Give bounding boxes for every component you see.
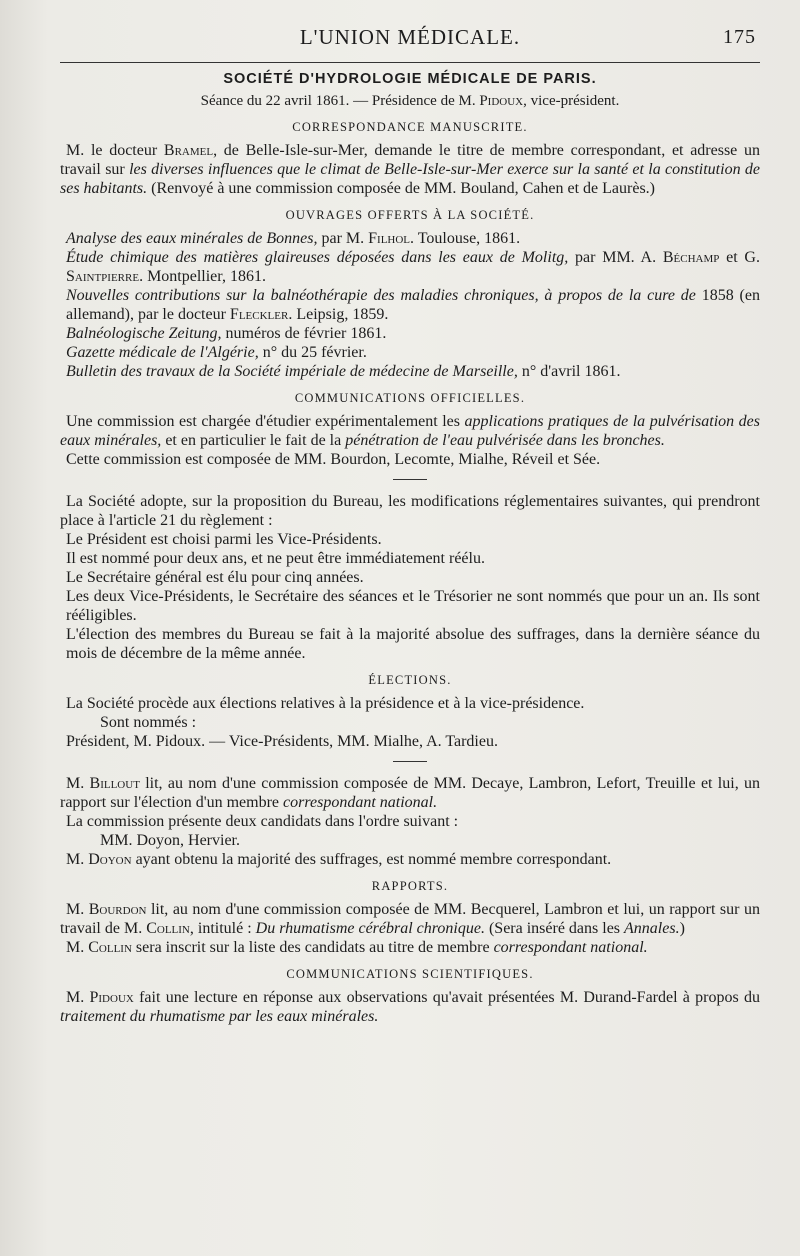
commission-members: Cette commission est composée de MM. Bourdon, Lecomte, Mialhe, Réveil et Sée. bbox=[66, 451, 601, 468]
elected-list: Président, M. Pidoux. — Vice-Présidents, MM. Mialhe, A. Tardieu. bbox=[66, 733, 498, 750]
list-item: Les deux Vice-Présidents, le Secrétaire des séances et le Trésorier ne sont nommés que pour un an. Ils sont rééligibles. bbox=[66, 588, 760, 624]
section-heading-elections: ÉLECTIONS. bbox=[368, 673, 452, 687]
works-list bbox=[60, 229, 760, 381]
header-rule bbox=[60, 62, 760, 63]
separator bbox=[393, 761, 427, 762]
bourdon-report: M. Bourdon lit, au nom d'une commission composée de MM. Becquerel, Lambron et lui, un rapport sur un travail de M. Collin, intitulé : Du rhumatisme cérébral chronique. (Sera inséré dans les Annales.) bbox=[60, 901, 760, 937]
section-heading-works: OUVRAGES OFFERTS À LA SOCIÉTÉ. bbox=[285, 208, 535, 222]
collin-candidate: M. Collin sera inscrit sur la liste des candidats au titre de membre correspondant national. bbox=[66, 939, 648, 956]
section-heading-scientific: COMMUNICATIONS SCIENTIFIQUES. bbox=[286, 967, 534, 981]
list-item: Étude chimique des matières glaireuses déposées dans les eaux de Molitg, par MM. A. Béchamp et G. Saintpierre. Montpellier, 1861. bbox=[66, 249, 760, 285]
list-item: Le Président est choisi parmi les Vice-Présidents. bbox=[66, 531, 382, 548]
list-item: L'élection des membres du Bureau se fait à la majorité absolue des suffrages, dans la dernière séance du mois de décembre de la même année. bbox=[66, 626, 760, 662]
doyon-elected: M. Doyon ayant obtenu la majorité des suffrages, est nommé membre correspondant. bbox=[66, 851, 612, 868]
rules-list bbox=[60, 530, 760, 663]
billout-report: M. Billout lit, au nom d'une commission composée de MM. Decaye, Lambron, Lefort, Treuille et lui, un rapport sur l'élection d'un membre correspondant national. bbox=[60, 775, 760, 811]
elected-heading: Sont nommés : bbox=[100, 714, 197, 731]
pidoux-lecture: M. Pidoux fait une lecture en réponse aux observations qu'avait présentées M. Durand-Fardel à propos du traitement du rhumatisme par les eaux minérales. bbox=[60, 989, 760, 1025]
separator bbox=[393, 479, 427, 480]
list-item: Nouvelles contributions sur la balnéothérapie des maladies chroniques, à propos de la cure de 1858 (en allemand), par le docteur Fleckler. Leipsig, 1859. bbox=[66, 287, 760, 323]
list-item: Il est nommé pour deux ans, et ne peut être immédiatement réélu. bbox=[66, 550, 485, 567]
official-paragraph: Une commission est chargée d'étudier expérimentalement les applications pratiques de la pulvérisation des eaux minérales, et en particulier le fait de la pénétration de l'eau pulvérisée dans les bronches. bbox=[60, 413, 760, 449]
elections-paragraph: La Société procède aux élections relatives à la présidence et à la vice-présidence. bbox=[66, 695, 585, 712]
page-number: 175 bbox=[723, 26, 756, 48]
correspondence-paragraph: M. le docteur Bramel, de Belle-Isle-sur-Mer, demande le titre de membre correspondant, et adresse un travail sur les diverses influences que le climat de Belle-Isle-sur-Mer exerce sur la santé et la constitution de ses habitants. (Renvoyé à une commission composée de MM. Bouland, Cahen et de Laurès.) bbox=[60, 142, 761, 197]
list-item: Analyse des eaux minérales de Bonnes, par M. Filhol. Toulouse, 1861. bbox=[66, 230, 521, 247]
candidates-intro: La commission présente deux candidats dans l'ordre suivant : bbox=[66, 813, 459, 830]
candidates: MM. Doyon, Hervier. bbox=[100, 832, 240, 849]
session-line: Séance du 22 avril 1861. — Présidence de M. Pidoux, vice-président. bbox=[200, 93, 620, 109]
section-heading-correspondence: CORRESPONDANCE MANUSCRITE. bbox=[292, 120, 528, 134]
section-heading-official: COMMUNICATIONS OFFICIELLES. bbox=[294, 391, 526, 405]
rules-intro: La Société adopte, sur la proposition du Bureau, les modifications réglementaires suivantes, qui prendront place à l'article 21 du règlement : bbox=[60, 493, 760, 529]
society-title: SOCIÉTÉ D'HYDROLOGIE MÉDICALE DE PARIS. bbox=[223, 71, 597, 87]
list-item: Le Secrétaire général est élu pour cinq années. bbox=[66, 569, 364, 586]
list-item: Bulletin des travaux de la Société impériale de médecine de Marseille, n° d'avril 1861. bbox=[66, 363, 621, 380]
running-head bbox=[60, 22, 760, 52]
list-item: Gazette médicale de l'Algérie, n° du 25 février. bbox=[66, 344, 367, 361]
section-heading-reports: RAPPORTS. bbox=[371, 879, 449, 893]
list-item: Balnéologische Zeitung, numéros de février 1861. bbox=[66, 325, 387, 342]
journal-title: L'UNION MÉDICALE. bbox=[299, 25, 521, 49]
